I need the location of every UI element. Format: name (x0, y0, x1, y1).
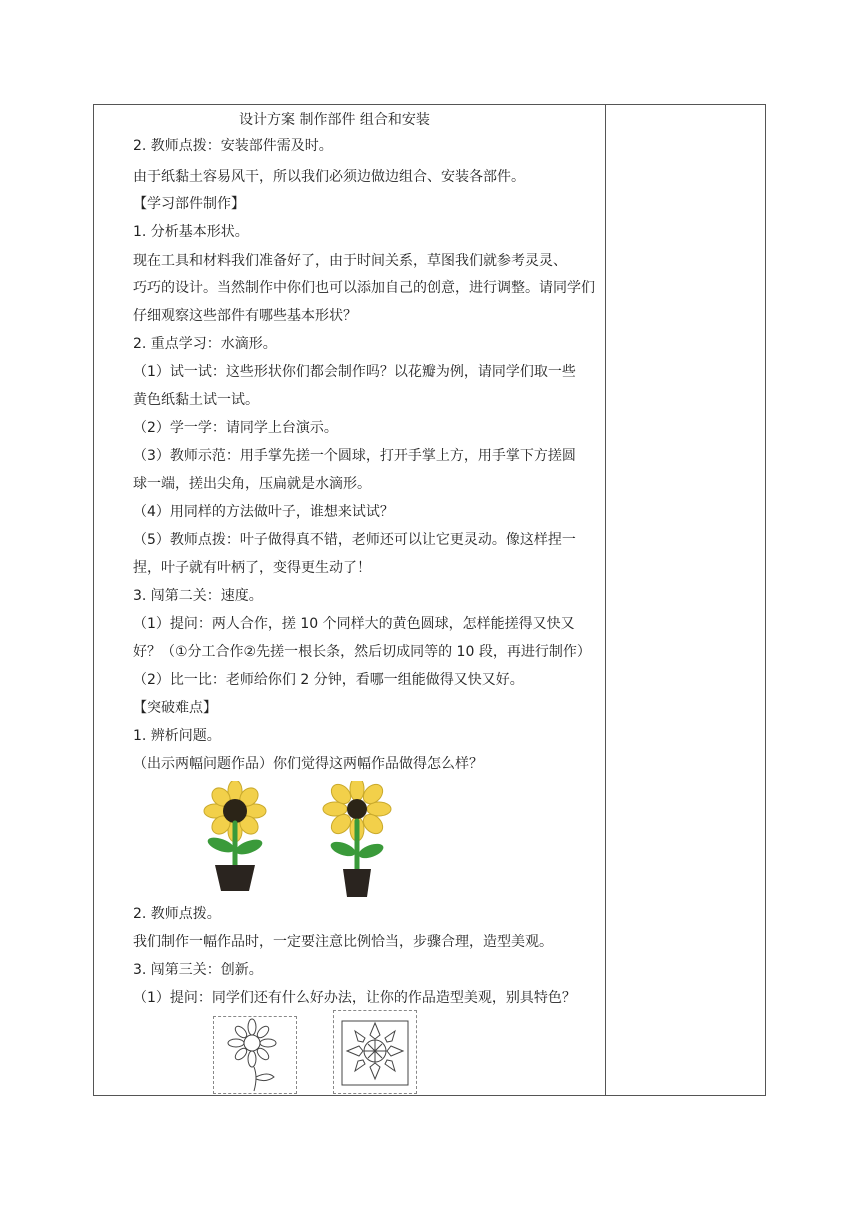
sketch-frame-2 (333, 1010, 417, 1094)
paragraph-line: 我们制作一幅作品时，一定要注意比例恰当，步骤合理，造型美观。 (133, 934, 553, 950)
paragraph-line: 球一端，搓出尖角，压扁就是水滴形。 (133, 476, 371, 492)
paragraph-line: 1. 辨析问题。 (133, 728, 221, 744)
paragraph-line: 仔细观察这些部件有哪些基本形状？ (133, 308, 357, 324)
paragraph-line: （出示两幅问题作品）你们觉得这两幅作品做得怎么样？ (133, 756, 483, 772)
lesson-content (93, 104, 605, 1096)
paragraph-line: （2）比一比：老师给你们 2 分钟，看哪一组能做得又快又好。 (133, 672, 524, 688)
sunflower-sketch-1 (214, 1017, 296, 1093)
paragraph-line: 3. 闯第三关：创新。 (133, 962, 263, 978)
paragraph-line: （1）试一试：这些形状你们都会制作吗？以花瓣为例，请同学们取一些 (133, 364, 576, 380)
paragraph-line: 捏，叶子就有叶柄了，变得更生动了！ (133, 560, 371, 576)
paragraph-line: （2）学一学：请同学上台演示。 (133, 420, 338, 436)
paragraph-line: 2. 教师点拨：安装部件需及时。 (133, 138, 333, 154)
paragraph-line: 3. 闯第二关：速度。 (133, 588, 263, 604)
clay-sunflower-1 (204, 781, 266, 891)
paragraph-line: 1. 分析基本形状。 (133, 224, 249, 240)
paragraph-line: （3）教师示范：用手掌先搓一个圆球，打开手掌上方，用手掌下方搓圆 (133, 448, 576, 464)
problem-artwork-images (193, 781, 393, 905)
sketch-frame-1 (213, 1016, 297, 1094)
sunflower-sketch-2 (334, 1011, 416, 1093)
paragraph-line: 黄色纸黏土试一试。 (133, 392, 259, 408)
paragraph-line: 2. 教师点拨。 (133, 906, 221, 922)
clay-sunflower-2 (323, 781, 391, 897)
paragraph-line: 好？（①分工合作②先搓一根长条，然后切成同等的 10 段，再进行制作） (133, 644, 591, 660)
notes-column (606, 104, 766, 1096)
flow-title: 设计方案 制作部件 组合和安装 (239, 112, 430, 128)
paragraph-line: （1）提问：两人合作，搓 10 个同样大的黄色圆球，怎样能搓得又快又 (133, 616, 575, 632)
paragraph-line: 巧巧的设计。当然制作中你们也可以添加自己的创意，进行调整。请同学们 (133, 280, 595, 296)
paragraph-line: 2. 重点学习：水滴形。 (133, 336, 277, 352)
paragraph-line: （5）教师点拨：叶子做得真不错，老师还可以让它更灵动。像这样捏一 (133, 532, 576, 548)
section-heading: 【学习部件制作】 (133, 196, 245, 212)
paragraph-line: （4）用同样的方法做叶子，谁想来试试？ (133, 504, 394, 520)
paragraph-line: （1）提问：同学们还有什么好办法，让你的作品造型美观，别具特色？ (133, 990, 576, 1006)
paragraph-line: 现在工具和材料我们准备好了，由于时间关系，草图我们就参考灵灵、 (133, 253, 567, 269)
paragraph-line: 由于纸黏土容易风干，所以我们必须边做边组合、安装各部件。 (133, 169, 525, 185)
section-heading: 【突破难点】 (133, 700, 217, 716)
